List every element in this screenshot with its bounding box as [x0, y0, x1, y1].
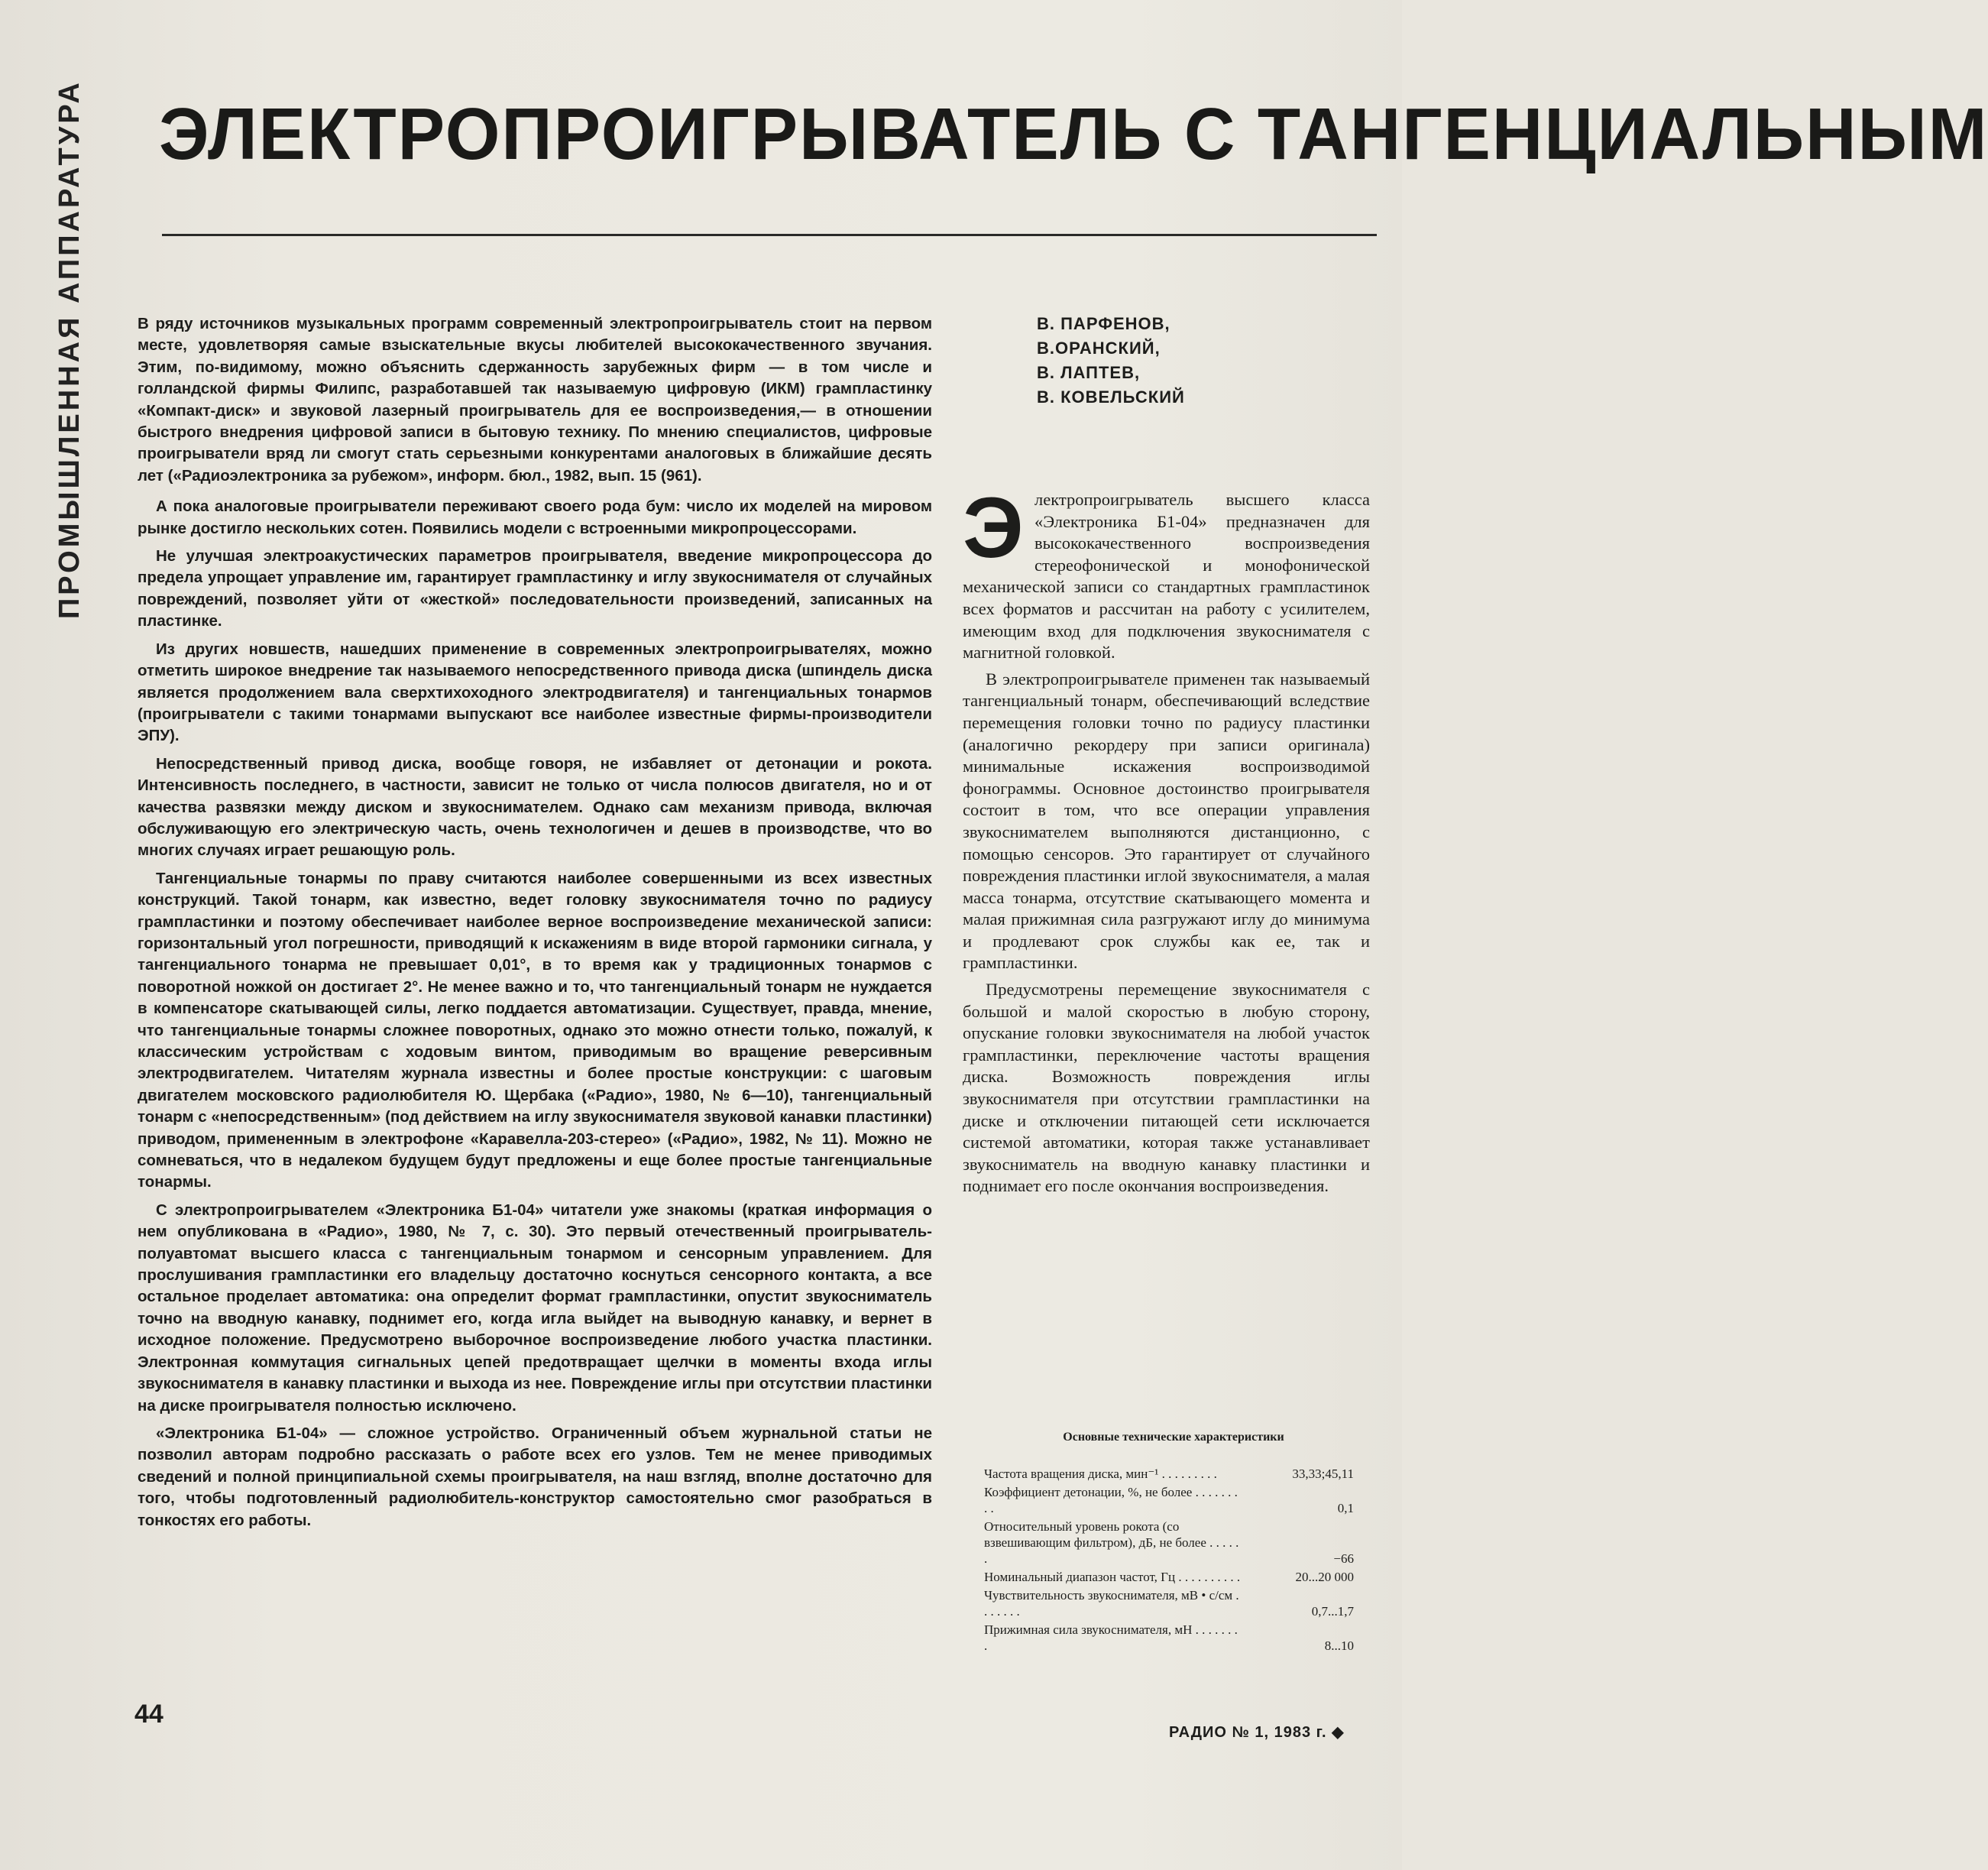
- spec-value: 0,1: [1337, 1501, 1354, 1515]
- lead-paragraph: Не улучшая электроакустических параметров проигрывателя, введение микропроцессора до предела упрощает управление им, гарантирует грампластинку и иглу звукоснимателя от случайных повреждений, позволяет уйти от «жесткой» последовательности произведений, записанных на пластинке.: [138, 547, 932, 630]
- lead-paragraph: А пока аналоговые проигрыватели переживают своего рода бум: число их моделей на мировом рынке достигло нескольких сотен. Появились модели с встроенными микропроцессорами.: [138, 497, 932, 537]
- author-name: В. ЛАПТЕВ,: [1037, 363, 1141, 382]
- lead-paragraph: Из других новшеств, нашедших применение в современных электропроигрывателях, можно отметить широкое внедрение так называемого непосредственного привода диска (шпиндель диска является продолжением вала сверхтихоходного электродвигателя) и тангенциальных тонармов (проигрыватели с такими тонармами выпускают все наиболее известные фирмы-производители ЭПУ).: [138, 640, 932, 745]
- author-name: В.ОРАНСКИЙ,: [1037, 339, 1161, 358]
- spec-row: [984, 1518, 1354, 1567]
- spec-label: Коэффициент детонации, %, не более . . . . . . . . .: [984, 1485, 1238, 1515]
- spec-value: 33,33;45,11: [1292, 1467, 1354, 1481]
- author-name: В. КОВЕЛЬСКИЙ: [1037, 387, 1185, 407]
- author-list: [1037, 312, 1358, 410]
- body-paragraph: В электропроигрывателе применен так называемый тангенциальный тонарм, обеспечивающий вследствие перемещения головки точно по радиусу пластинки (аналогично рекордеру при записи оригинала) минимальные искажения воспроизводимой фонограммы. Основное достоинство проигрывателя состоит в том, что все операции управления звукоснимателем выполняются дистанционно, с помощью сенсоров. Это гарантирует от случайного повреждения пластинки иглой звукоснимателя, а малая масса тонарма, отсутствие скатывающего момента и малая прижимная сила разгружают иглу до минимума и продлевают срок службы как ее, так и грампластинки.: [963, 669, 1370, 973]
- spec-value: 0,7...1,7: [1311, 1604, 1354, 1619]
- page-number: 44: [134, 1700, 164, 1729]
- spec-label: Частота вращения диска, мин⁻¹ . . . . . . . . .: [984, 1467, 1217, 1481]
- lead-paragraph: Тангенциальные тонармы по праву считаются наиболее совершенными из всех известных конструкций. Такой тонарм, как известно, ведет головку звукоснимателя точно по радиусу грампластинки и поэтому обеспечивает наиболее верное воспроизведение механической записи: горизонтальный угол погрешности, приводящий к искажениям в виде второй гармоники сигнала, у тангенциального тонарма не превышает 0,01°, в то время как у традиционных тонармов с поворотной ножкой он достигает 2°. Не менее важно и то, что тангенциальный тонарм не нуждается в компенсаторе скатывающей силы, легко поддается автоматизации. Существует, правда, мнение, что тангенциальные тонармы сложнее поворотных, однако это можно отнести только, пожалуй, к классическим устройствам с ходовым винтом, приводимым во вращение реверсивным электродвигателем. Читателям журнала известны и более простые конструкции: с шаговым двигателем московского радиолюбителя Ю. Щербака («Радио», 1980, № 6—10), тангенциальный тонарм с «непосредственным» (под действием на иглу звукоснимателя звуковой канавки пластинки) приводом, примененным в электрофоне «Каравелла-203-стерео» («Радио», 1982, № 11). Можно не сомневаться, что в недалеком будущем будут предложены и еще более простые тангенциальные тонармы.: [138, 869, 932, 1191]
- lead-paragraph: «Электроника Б1-04» — сложное устройство. Ограниченный объем журнальной статьи не позволил авторам подробно рассказать о работе всех его узлов. Тем не менее приводимых сведений и полной принципиальной схемы проигрывателя, на наш взгляд, вполне достаточно для того, чтобы подготовленный радиолюбитель-конструктор самостоятельно смог разобраться в тонкостях его работы.: [138, 1424, 932, 1529]
- lead-paragraph: Непосредственный привод диска, вообще говоря, не избавляет от детонации и рокота. Интенсивность последнего, в частности, зависит не только от числа полюсов двигателя, но и от качества развязки между диском и звукоснимателем. Однако сам механизм привода, включая обслуживающую его электрическую часть, очень технологичен и дешев в производстве, что во многих случаях играет решающую роль.: [138, 754, 932, 860]
- body-column: [963, 480, 1370, 1202]
- spec-row: [984, 1569, 1354, 1585]
- lead-paragraph: В ряду источников музыкальных программ современный электропроигрыватель стоит на первом месте, удовлетворяя самые взыскательные вкусы любителей высококачественного звучания. Этим, по-видимому, можно объяснить сдержанность зарубежных фирм — в том числе и голландской фирмы Филипс, разработавшей так называемую цифровую (ИКМ) грампластинку «Компакт-диск» и звуковой лазерный проигрыватель для ее воспроизведения,— в отношении быстрого внедрения цифровой записи в бытовую технику. По мнению специалистов, цифровые проигрыватели вряд ли смогут стать серьезными конкурентами аналоговых в ближайшие десять лет («Радиоэлектроника за рубежом», информ. бюл., 1982, вып. 15 (961).: [138, 315, 932, 485]
- spec-label: Номинальный диапазон частот, Гц . . . . . . . . . .: [984, 1570, 1241, 1584]
- section-rubric: ПРОМЫШЛЕННАЯ АППАРАТУРА: [53, 79, 86, 619]
- spec-row: [984, 1484, 1354, 1516]
- body-paragraph: [963, 480, 1370, 664]
- spec-label: Относительный уровень рокота (со взвешивающим фильтром), дБ, не более . . . . . .: [984, 1519, 1239, 1566]
- lead-column: [138, 313, 932, 1538]
- body-paragraph: Предусмотрены перемещение звукоснимателя с большой и малой скоростью в любую сторону, опускание головки звукоснимателя на любой участок грампластинки, переключение частоты вращения диска. Возможность повреждения иглы звукоснимателя при отсутствии грампластинки на диске и отключении питающей сети исключается системой автоматики, которая также устанавливает звукосниматель на вводную канавку пластинки и поднимает его после окончания воспроизведения.: [963, 980, 1370, 1196]
- spec-row: [984, 1622, 1354, 1654]
- spec-label: Чувствительность звукоснимателя, мВ • с/см . . . . . . .: [984, 1588, 1239, 1619]
- article-headline: ЭЛЕКТРОПРОИГРЫВАТЕЛЬ С ТАНГЕНЦИАЛЬНЫМ: [159, 93, 1988, 175]
- drop-cap: Э: [963, 480, 1024, 575]
- issue-footer: РАДИО № 1, 1983 г. ◆: [1169, 1724, 1345, 1741]
- spec-value: 20...20 000: [1295, 1570, 1354, 1584]
- spec-row: [984, 1587, 1354, 1619]
- lead-paragraph: С электропроигрывателем «Электроника Б1-04» читатели уже знакомы (краткая информация о нем опубликована в «Радио», 1980, № 7, с. 30). Это первый отечественный проигрыватель-полуавтомат высшего класса с тангенциальным тонармом и сенсорным управлением. Для прослушивания грампластинки его владельцу достаточно коснуться сенсорного контакта, а все остальное проделает автоматика: она определит формат грампластинки, опустит звукосниматель точно на вводную канавку, поднимет его, когда игла выйдет на выводную канавку, и вернет в исходное положение. Предусмотрено выборочное воспроизведение любого участка пластинки. Электронная коммутация сигнальных цепей предотвращает щелчки в моменты входа иглы звукоснимателя в канавку пластинки и выхода из нее. Повреждение иглы при отсутствии пластинки на диске проигрывателя полностью исключено.: [138, 1201, 932, 1415]
- body-paragraph-text: лектропроигрыватель высшего класса «Электроника Б1-04» предназначен для высококачественного воспроизведения стереофонической и монофонической механической записи со стандартных грампластинок всех форматов и рассчитан на работу с усилителем, имеющим вход для подключения звукоснимателя с магнитной головкой.: [963, 490, 1370, 663]
- headline-rule: [162, 234, 1377, 236]
- spec-value: −66: [1333, 1551, 1354, 1566]
- author-name: В. ПАРФЕНОВ,: [1037, 314, 1170, 333]
- spec-value: 8...10: [1324, 1638, 1354, 1653]
- specs-title: Основные технические характеристики: [1063, 1431, 1284, 1444]
- spec-row: [984, 1466, 1354, 1482]
- specs-table: [984, 1466, 1354, 1656]
- spec-label: Прижимная сила звукоснимателя, мН . . . . . . . .: [984, 1622, 1238, 1653]
